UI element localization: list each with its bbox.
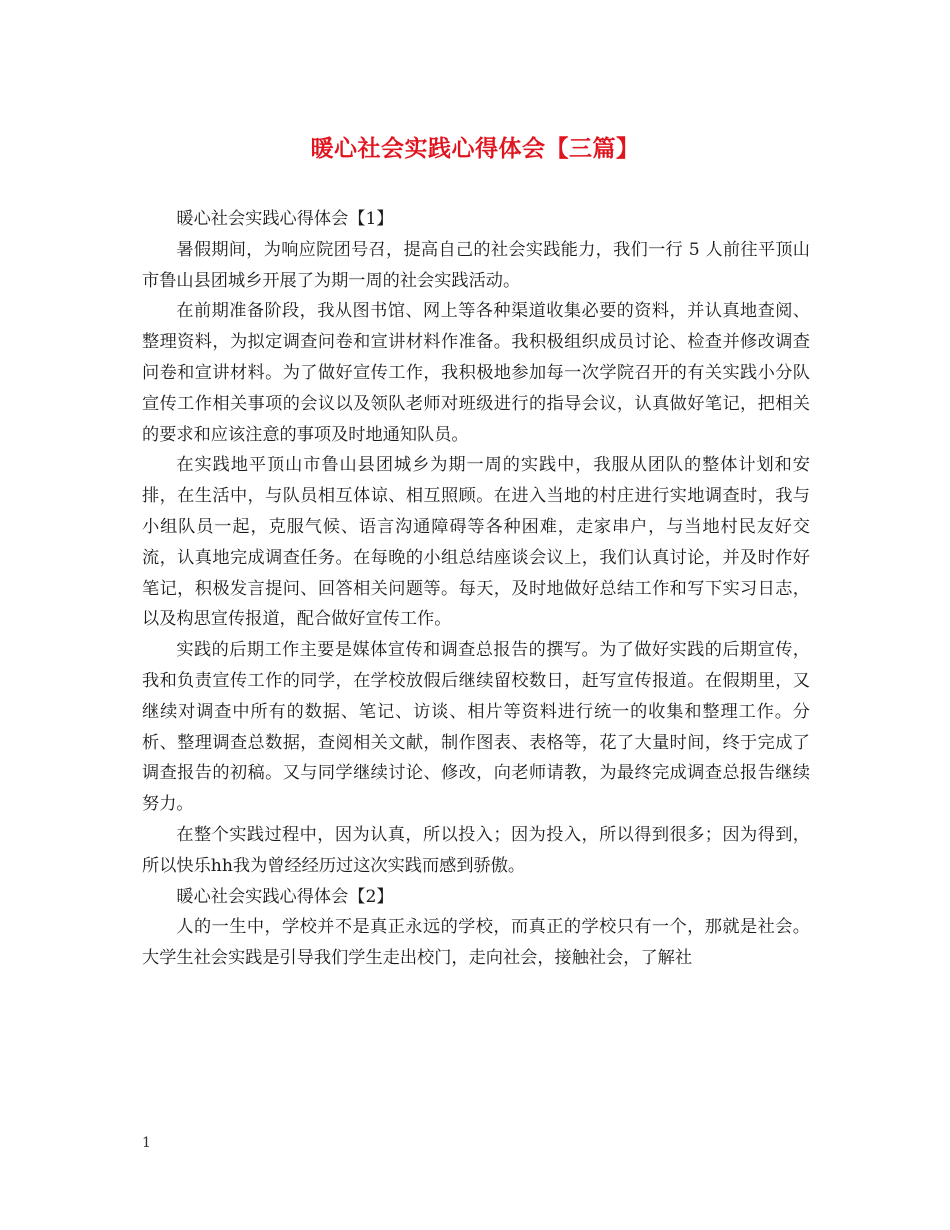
section-heading-2: 暖心社会实践心得体会【2】 bbox=[176, 886, 394, 907]
paragraph: 在整个实践过程中，因为认真，所以投入；因为投入，所以得到很多；因为得到，所以快乐hh我为曾经经历过这次实践而感到骄傲。 bbox=[142, 824, 810, 876]
paragraph: 暑假期间，为响应院团号召，提高自己的社会实践能力，我们一行 5 人前往平顶山市鲁山县团城乡开展了为期一周的社会实践活动。 bbox=[142, 239, 810, 291]
paragraph: 在实践地平顶山市鲁山县团城乡为期一周的实践中，我服从团队的整体计划和安排，在生活中，与队员相互体谅、相互照顾。在进入当地的村庄进行实地调查时，我与小组队员一起，克服气候、语言沟通障碍等各种困难，走家串户，与当地村民友好交流，认真地完成调查任务。在每晚的小组总结座谈会议上，我们认真讨论，并及时作好笔记，积极发言提问、回答相关问题等。每天，及时地做好总结工作和写下实习日志，以及构思宣传报道，配合做好宣传工作。 bbox=[142, 455, 810, 630]
document-body bbox=[142, 204, 810, 974]
page-number: 1 bbox=[142, 1135, 151, 1151]
section-heading-1: 暖心社会实践心得体会【1】 bbox=[176, 209, 394, 229]
document-title: 暖心社会实践心得体会【三篇】 bbox=[310, 135, 640, 162]
paragraph: 在前期准备阶段，我从图书馆、网上等各种渠道收集必要的资料，并认真地查阅、整理资料，为拟定调查问卷和宣讲材料作准备。我积极组织成员讨论、检查并修改调查问卷和宣讲材料。为了做好宣传工作，我积极地参加每一次学院召开的有关实践小分队宣传工作相关事项的会议以及领队老师对班级进行的指导会议，认真做好笔记，把相关的要求和应该注意的事项及时地通知队员。 bbox=[142, 301, 810, 445]
paragraph: 实践的后期工作主要是媒体宣传和调查总报告的撰写。为了做好实践的后期宣传，我和负责宣传工作的同学，在学校放假后继续留校数日，赶写宣传报道。在假期里，又继续对调查中所有的数据、笔记、访谈、相片等资料进行统一的收集和整理工作。分析、整理调查总数据，查阅相关文献，制作图表、表格等，花了大量时间，终于完成了调查报告的初稿。又与同学继续讨论、修改，向老师请教，为最终完成调查总报告继续努力。 bbox=[142, 640, 810, 815]
paragraph: 人的一生中，学校并不是真正永远的学校，而真正的学校只有一个，那就是社会。大学生社会实践是引导我们学生走出校门，走向社会，接触社会，了解社 bbox=[142, 917, 810, 969]
